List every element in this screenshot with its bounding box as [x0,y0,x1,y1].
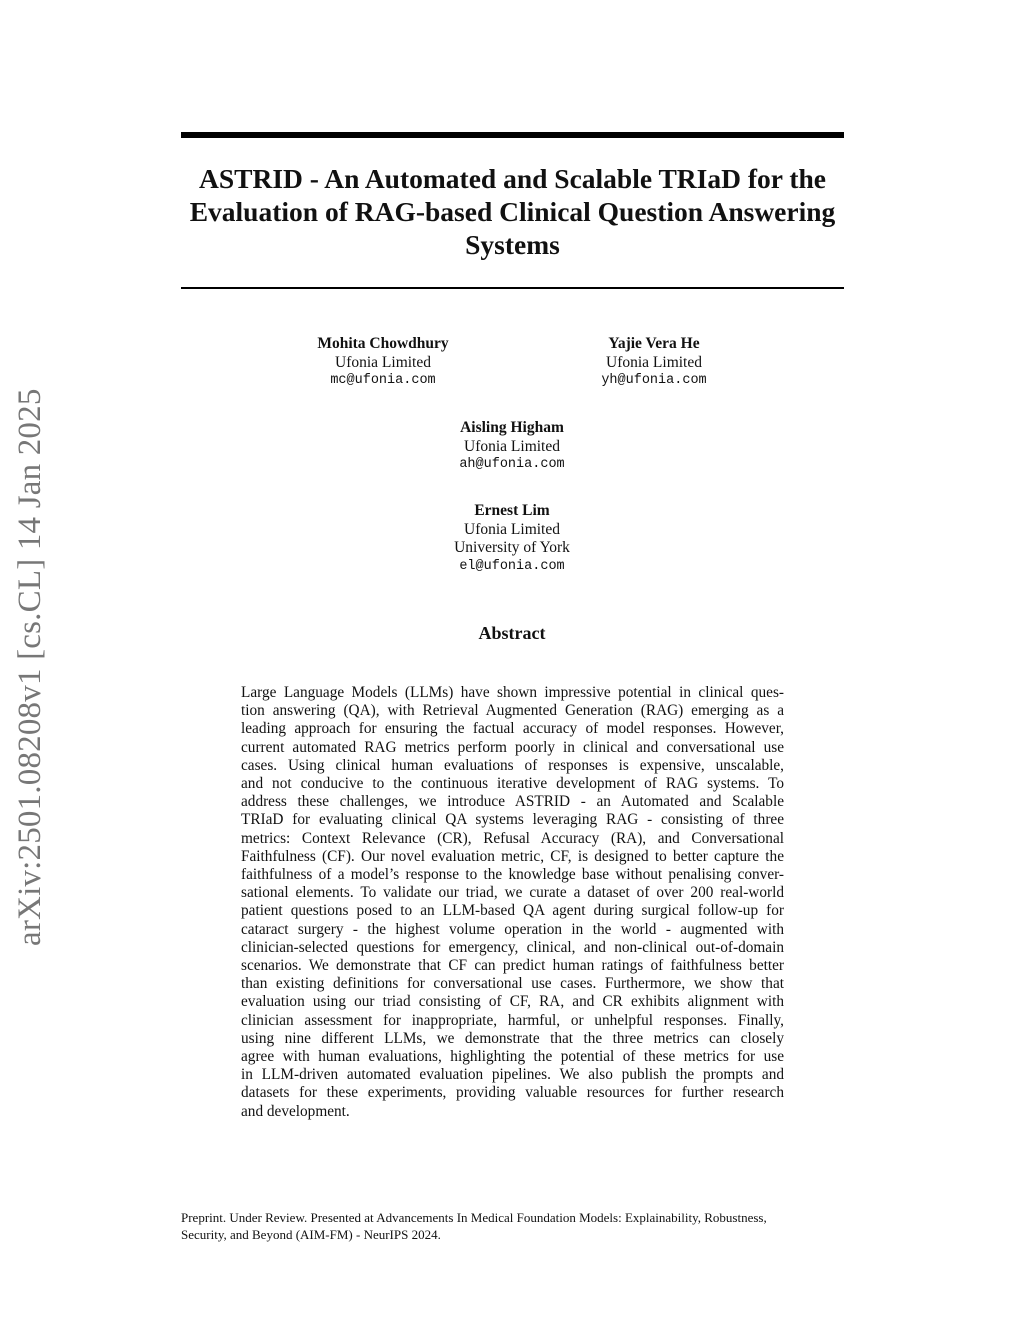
title-line: Evaluation of RAG-based Clinical Question Answering [189,196,836,227]
author-email: el@ufonia.com [459,558,565,574]
abstract-line: and not conducive to the continuous iterative development of RAG systems. To [241,775,784,793]
author-block [524,335,784,391]
author-affiliation: University of York [454,539,570,556]
abstract-line: in LLM-driven automated evaluation pipelines. We also publish the prompts and [241,1066,784,1084]
footnote-line: Preprint. Under Review. Presented at Advancements In Medical Foundation Models: Explainability, Robustness, [181,1210,767,1225]
abstract-line: address these challenges, we introduce ASTRID - an Automated and Scalable [241,793,784,811]
title-top-rule [181,132,844,138]
abstract-line: patient questions posed to an LLM-based QA agent during surgical follow-up for [241,902,784,920]
abstract-line: and development. [241,1102,350,1120]
arxiv-identifier-stamp: arXiv:2501.08208v1 [cs.CL] 14 Jan 2025 [12,388,48,946]
author-email: yh@ufonia.com [601,373,707,388]
abstract-line: evaluation using our triad consisting of CF, RA, and CR exhibits alignment with [241,993,784,1011]
paper-title [181,162,844,261]
abstract-line: tion answering (QA), with Retrieval Augmented Generation (RAG) emerging as a [241,702,784,720]
title-line: Systems [465,229,560,260]
author-block [253,335,513,391]
abstract-line: using nine different LLMs, we demonstrate that the three metrics can closely [241,1029,784,1047]
abstract-line: metrics: Context Relevance (CR), Refusal Accuracy (RA), and Conversational [241,829,784,847]
author-email: ah@ufonia.com [459,457,565,472]
author-email: mc@ufonia.com [330,373,436,388]
abstract-line: Large Language Models (LLMs) have shown impressive potential in clinical ques- [241,684,784,701]
author-block [382,502,642,576]
abstract-line: datasets for these experiments, providing valuable resources for further research [241,1084,784,1102]
preprint-footnote [181,1209,844,1243]
abstract-line: faithfulness of a model’s response to the knowledge base without penalising conver- [241,866,784,884]
author-name: Mohita Chowdhury [317,335,449,352]
title-bottom-rule [181,287,844,289]
author-name: Ernest Lim [474,502,550,519]
footnote-line: Security, and Beyond (AIM-FM) - NeurIPS 2024. [181,1227,441,1242]
abstract-line: scenarios. We demonstrate that CF can predict human ratings of faithfulness better [241,957,784,975]
abstract-line: sational elements. To validate our triad, we curate a dataset of over 200 real-world [241,884,784,902]
abstract-line: than existing definitions for conversational use cases. Furthermore, we show that [241,975,784,993]
abstract-line: Faithfulness (CF). Our novel evaluation metric, CF, is designed to better capture the [241,847,784,865]
author-affiliation: Ufonia Limited [606,353,702,371]
author-block [382,419,642,475]
abstract-line: agree with human evaluations, highlighting the potential of these metrics for use [241,1048,784,1066]
author-affiliation: Ufonia Limited [464,437,560,455]
abstract-line: current automated RAG metrics perform poorly in clinical and conversational use [241,738,784,756]
author-name: Yajie Vera He [608,335,700,352]
title-line: ASTRID - An Automated and Scalable TRIaD for the [199,163,826,194]
abstract-line: TRIaD for evaluating clinical QA systems leveraging RAG - consisting of three [241,811,784,829]
author-affiliation: Ufonia Limited [464,520,560,538]
abstract-line: leading approach for ensuring the factual accuracy of model responses. However, [241,720,784,738]
abstract-line: cases. Using clinical human evaluations of responses is expensive, unscalable, [241,756,784,774]
author-name: Aisling Higham [460,419,564,436]
abstract-line: clinician assessment for inappropriate, harmful, or unhelpful responses. Finally, [241,1011,784,1029]
abstract-line: clinician-selected questions for emergency, clinical, and non-clinical out-of-domain [241,938,784,956]
abstract-line: cataract surgery - the highest volume operation in the world - augmented with [241,920,784,938]
abstract-heading: Abstract [478,623,546,643]
abstract-body [241,684,784,1121]
author-affiliation: Ufonia Limited [335,353,431,371]
